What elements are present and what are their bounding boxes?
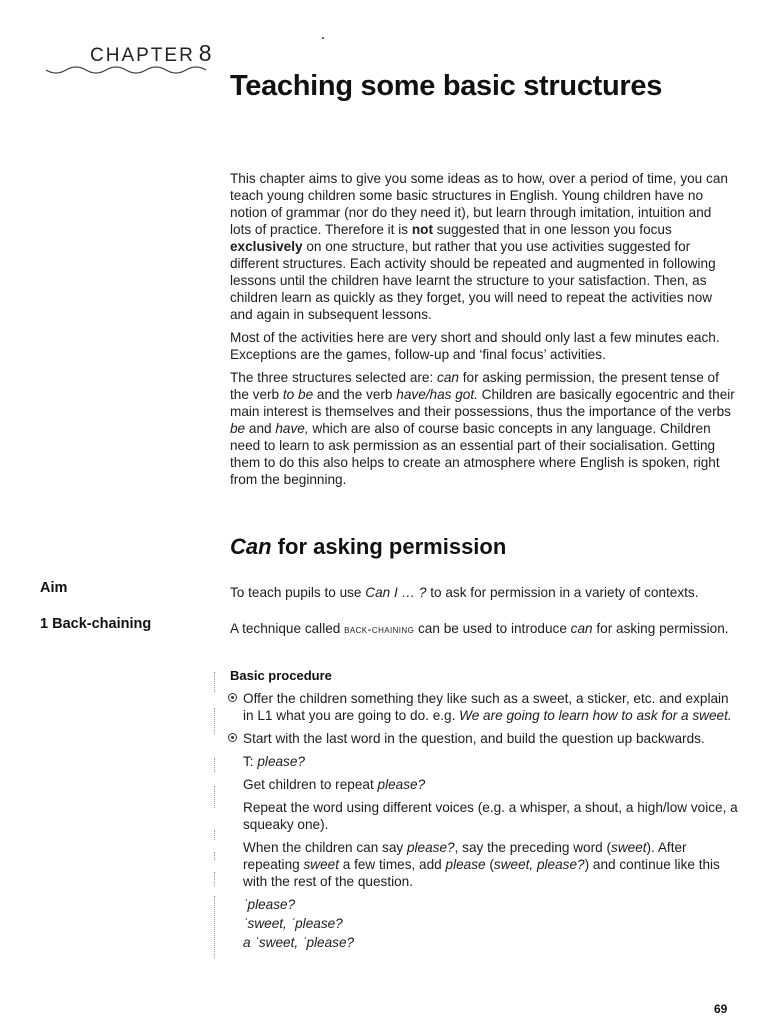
intro-text [230, 170, 735, 494]
margin-dots [214, 672, 217, 692]
bullet-icon [228, 733, 237, 742]
bullet-icon [228, 693, 237, 702]
intro-paragraph-1: This chapter aims to give you some ideas as to how, over a period of time, you can teach young children some basic structures in English. Young children have no notion of grammar (nor do they need it), but learn through imitation, intuition and lots of practice. Therefore it is not suggested that in one lesson you focus exclusively on one structure, but rather that you use activities suggested for different structures. Each activity should be repeated and augmented in following lessons until the children have learnt the structure to your satisfaction. Then, as children learn as quickly as they forget, you will need to repeat the activities now and again in subsequent lessons. [230, 171, 728, 322]
list-item: Start with the last word in the question, and build the question up backwards. [228, 730, 738, 747]
teacher-line: T: please? [243, 754, 305, 769]
chapter-word: CHAPTER [90, 45, 195, 66]
decorative-wave [44, 64, 214, 78]
margin-dots [214, 852, 217, 860]
margin-dots [214, 786, 217, 808]
intro-paragraph-3: The three structures selected are: can for asking permission, the present tense of the verb to be and the verb have/has got. Children are basically egocentric and their main interest is themselves and their possessions, thus the importance of the verbs be and have, which are also of course basic concepts in any language. Children need to learn to ask permission as an essential part of their socialisation. Getting them to do this also helps to create an atmosphere where English is spoken, right from the beginning. [230, 370, 735, 487]
margin-dots [214, 896, 217, 958]
chapter-number: 8 [198, 40, 214, 66]
section-heading: Can for asking permission [230, 534, 507, 559]
repeat-instruction: Get children to repeat please? [243, 777, 426, 792]
example-line: a ˈsweet, ˈplease? [243, 935, 355, 950]
aim-label: Aim [40, 580, 68, 596]
margin-dots [214, 830, 217, 840]
aim-text: To teach pupils to use Can I … ? to ask for permission in a variety of contexts. [230, 585, 699, 600]
margin-dots [214, 758, 217, 772]
example-line: ˈsweet, ˈplease? [243, 916, 343, 931]
intro-paragraph-2: Most of the activities here are very short and should only last a few minutes each. Exceptions are the games, follow-up and ‘final focus’ activities. [230, 330, 720, 362]
procedure-list [228, 690, 738, 953]
page-number: 69 [714, 1002, 728, 1016]
back-chaining-text: A technique called back-chaining can be used to introduce can for asking permission. [230, 621, 729, 636]
procedure-heading: Basic procedure [230, 668, 332, 683]
margin-dots [214, 872, 217, 886]
example-line: ˈplease? [243, 897, 296, 912]
back-chaining-label: 1 Back-chaining [40, 616, 152, 632]
continue-instruction: When the children can say please?, say the preceding word (sweet). After repeating sweet a few times, add please (sweet, please?) and continue like this with the rest of the question. [243, 840, 720, 889]
list-item: Offer the children something they like such as a sweet, a sticker, etc. and explain in L1 what you are going to do. e.g. We are going to learn how to ask for a sweet. [228, 690, 738, 724]
voices-instruction: Repeat the word using different voices (e.g. a whisper, a shout, a high/low voice, a squeaky one). [243, 800, 738, 832]
decorative-dot [322, 37, 324, 39]
chapter-label [90, 40, 214, 67]
chapter-title: Teaching some basic structures [230, 70, 663, 102]
margin-dots [214, 708, 217, 734]
